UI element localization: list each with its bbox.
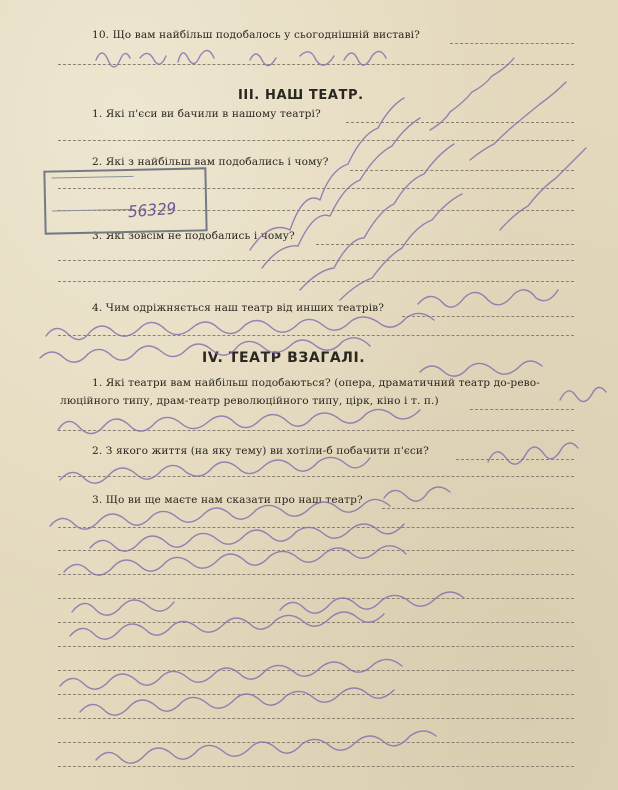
- answer-line: [58, 598, 574, 599]
- section-4-question-1-line-1: 1. Які театри вам найбільш подобаються? (опера, драматичний театр до-рево-: [92, 377, 540, 389]
- answer-line: [58, 694, 574, 695]
- answer-line: [456, 459, 574, 460]
- answer-line: [58, 260, 574, 261]
- section-4-title: IV. ТЕАТР ВЗАГАЛІ.: [202, 350, 366, 366]
- answer-line: [382, 508, 574, 509]
- answer-line: [58, 550, 574, 551]
- handwriting-stroke: [60, 659, 402, 689]
- answer-line: [402, 316, 574, 317]
- answer-line: [58, 430, 574, 431]
- answer-line: [58, 140, 574, 141]
- section-3-question-3: 3. Які зовсім не подобались і чому?: [92, 230, 295, 242]
- handwriting-stroke: [80, 688, 394, 715]
- handwriting-stroke: [72, 592, 464, 615]
- section-3-question-1: 1. Які п'єси ви бачили в нашому театрі?: [92, 108, 321, 120]
- handwriting-stroke: [430, 58, 514, 130]
- handwriting-stroke: [488, 443, 578, 464]
- answer-line: [316, 244, 574, 245]
- answer-line: [346, 122, 574, 123]
- answer-line: [58, 646, 574, 647]
- handwriting-stroke: [418, 290, 558, 307]
- handwriting-stroke: [250, 98, 404, 250]
- answer-line: [58, 64, 574, 65]
- section-3-title: III. НАШ ТЕАТР.: [238, 88, 364, 103]
- answer-line: [58, 622, 574, 623]
- archive-stamp: [43, 167, 207, 234]
- answer-line: [58, 335, 574, 336]
- stamp-inventory-number: 56329: [127, 198, 177, 222]
- handwriting-stroke: [60, 457, 370, 483]
- answer-line: [58, 527, 574, 528]
- handwriting-stroke: [384, 487, 450, 501]
- stamp-header-box: [51, 176, 134, 212]
- answer-line: [450, 43, 574, 44]
- handwriting-stroke: [70, 612, 384, 639]
- answer-line: [58, 281, 574, 282]
- handwriting-stroke: [470, 82, 566, 160]
- question-10: 10. Що вам найбільш подобалось у сьогоднішній виставі?: [92, 29, 420, 41]
- answer-line: [470, 409, 574, 410]
- answer-line: [58, 742, 574, 743]
- section-4-question-3: 3. Що ви ще маєте нам сказати про наш театр?: [92, 494, 363, 506]
- handwriting-stroke: [500, 148, 586, 230]
- answer-line: [58, 574, 574, 575]
- answer-line: [58, 718, 574, 719]
- handwriting-stroke: [90, 524, 404, 551]
- answer-line: [58, 476, 574, 477]
- answer-line: [58, 766, 574, 767]
- section-4-question-2: 2. З якого життя (на яку тему) ви хотіли-б побачити п'єси?: [92, 445, 429, 457]
- section-3-question-4: 4. Чим одріжняється наш театр від инших театрів?: [92, 302, 385, 314]
- section-4-question-1-line-2: люційного типу, драм-театр революційного типу, цірк, кіно і т. п.): [60, 395, 439, 407]
- section-3-question-2: 2. Які з найбільш вам подобались і чому?: [92, 156, 329, 168]
- handwriting-stroke: [560, 387, 606, 401]
- handwriting-stroke: [420, 361, 542, 376]
- handwriting-stroke: [96, 731, 436, 763]
- answer-line: [58, 670, 574, 671]
- answer-line: [350, 170, 574, 171]
